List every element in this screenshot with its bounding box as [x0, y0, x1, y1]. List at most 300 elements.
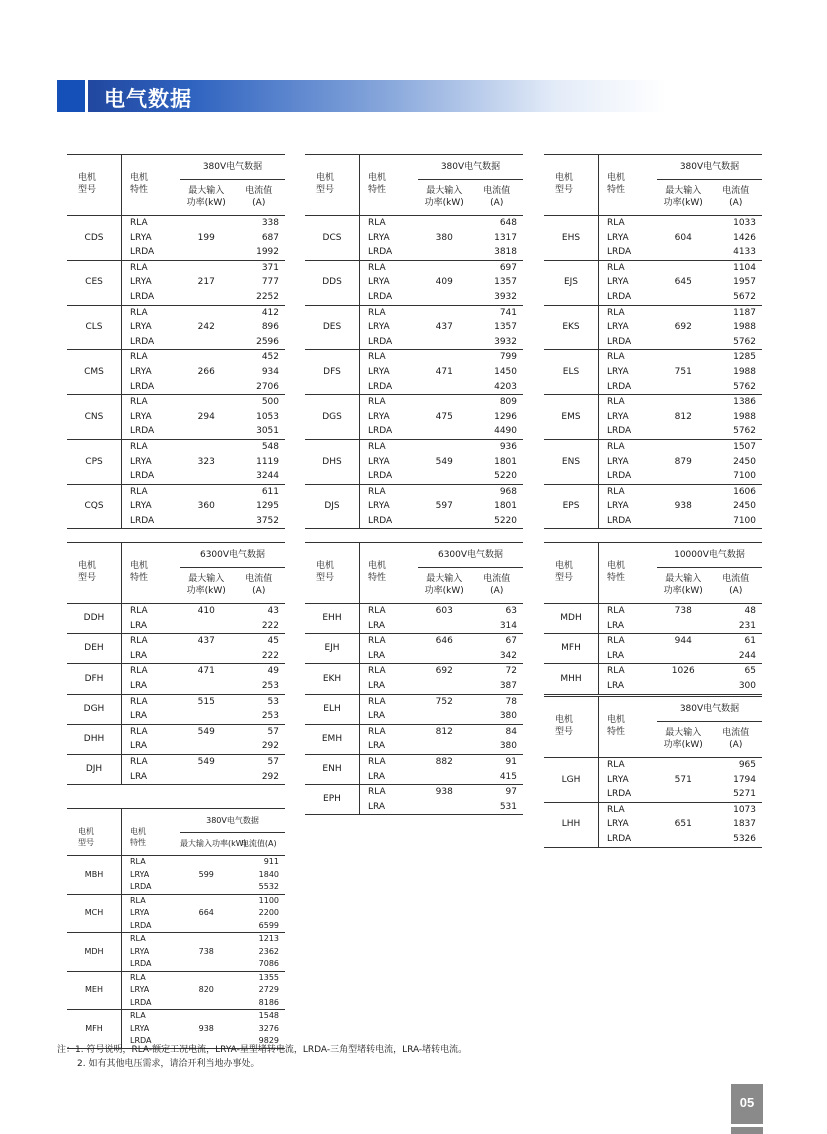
motor-model: CLS — [67, 305, 122, 350]
max-input-power — [657, 260, 710, 275]
current-value: 292 — [261, 771, 279, 782]
motor-model: DGH — [67, 694, 122, 724]
max-input-power — [418, 514, 471, 529]
header-row — [544, 543, 762, 568]
max-input-power — [418, 216, 471, 231]
motor-characteristic: LRYA — [130, 501, 152, 512]
motor-characteristic: RLA — [360, 664, 419, 679]
current-value: 67 — [471, 634, 524, 649]
header-motor-model-line: 型号 — [78, 838, 94, 847]
motor-characteristic: LRDA — [368, 426, 393, 437]
motor-characteristic: LRDA — [130, 381, 155, 392]
header-motor-characteristic-line: 电机 — [368, 561, 387, 571]
motor-model: DDS — [305, 260, 360, 305]
motor-characteristic: RLA — [360, 754, 419, 769]
current-value: 911 — [233, 856, 286, 869]
header-row — [544, 697, 762, 722]
motor-characteristic: RLA — [360, 260, 419, 275]
table-row — [67, 754, 285, 769]
motor-model: EPS — [544, 484, 599, 528]
max-input-power: 549 — [435, 456, 453, 467]
max-input-power — [418, 770, 471, 785]
header-max-input-power-line: 最大输入 — [426, 574, 463, 584]
header-max-input-power-line: 功率(kW) — [424, 586, 464, 596]
motor-model: EKS — [544, 305, 599, 350]
table-row — [544, 758, 762, 773]
max-input-power: 1026 — [657, 664, 710, 679]
current-value: 1957 — [733, 277, 756, 288]
motor-model: DHH — [67, 724, 122, 754]
current-value: 799 — [471, 350, 524, 365]
max-input-power — [657, 787, 710, 802]
motor-characteristic: RLA — [360, 395, 419, 410]
max-input-power: 645 — [674, 277, 692, 288]
motor-characteristic: LRDA — [607, 515, 632, 526]
max-input-power — [657, 424, 710, 439]
motor-model: CES — [67, 260, 122, 305]
table-row — [305, 216, 523, 231]
table-row — [67, 350, 285, 365]
current-value: 6599 — [258, 920, 279, 930]
header-row — [305, 155, 523, 180]
data-table — [67, 543, 285, 784]
motor-characteristic: RLA — [122, 1010, 181, 1023]
motor-characteristic: LRA — [368, 620, 386, 631]
current-value: 4490 — [494, 426, 517, 437]
electrical-table-10000v-m-series — [544, 542, 762, 695]
table-row — [544, 305, 762, 320]
table-row — [67, 724, 285, 739]
table-row — [544, 484, 762, 499]
header-current-value-line: 电流值 — [722, 574, 750, 584]
motor-characteristic: LRYA — [607, 366, 629, 377]
motor-characteristic: LRDA — [130, 882, 152, 891]
max-input-power — [657, 619, 710, 634]
motor-characteristic: RLA — [360, 604, 419, 619]
note-line-2: 2. 如有其他电压需求，请洽开利当地办事处。 — [77, 1059, 260, 1069]
data-table — [544, 697, 762, 847]
motor-characteristic: RLA — [122, 634, 181, 649]
current-value: 687 — [261, 232, 279, 243]
max-input-power: 410 — [180, 604, 233, 619]
current-value: 253 — [261, 680, 279, 691]
header-current-value-line: 电流值 — [483, 186, 511, 196]
motor-characteristic: RLA — [122, 724, 181, 739]
table-row — [67, 1010, 285, 1023]
max-input-power: 944 — [657, 634, 710, 649]
current-value: 65 — [710, 664, 763, 679]
motor-characteristic: LRA — [368, 771, 386, 782]
max-input-power — [418, 484, 471, 499]
header-current-value-line: (A) — [729, 586, 743, 596]
motor-characteristic: LRDA — [130, 247, 155, 258]
header-max-input-power — [657, 568, 710, 604]
motor-characteristic: LRYA — [368, 277, 390, 288]
header-motor-model — [67, 543, 122, 604]
motor-characteristic: LRYA — [368, 456, 390, 467]
header-current-value-line: (A) — [252, 586, 266, 596]
header-max-input-power — [657, 180, 710, 216]
motor-characteristic: LRDA — [130, 920, 152, 930]
motor-characteristic: LRYA — [368, 411, 390, 422]
max-input-power — [180, 958, 233, 971]
motor-characteristic: RLA — [599, 664, 658, 679]
table-row — [544, 350, 762, 365]
max-input-power — [418, 709, 471, 724]
motor-characteristic: LRDA — [368, 515, 393, 526]
header-max-input-power — [180, 180, 233, 216]
current-value: 936 — [471, 439, 524, 454]
current-value: 1992 — [256, 247, 279, 258]
max-input-power: 217 — [197, 277, 215, 288]
max-input-power: 938 — [418, 785, 471, 800]
table-row — [544, 260, 762, 275]
motor-characteristic: RLA — [122, 894, 181, 907]
current-value: 1357 — [494, 277, 517, 288]
max-input-power — [180, 424, 233, 439]
max-input-power — [418, 350, 471, 365]
header-current-value — [233, 180, 286, 216]
header-max-input-power-line: 功率(kW) — [663, 740, 703, 750]
max-input-power: 604 — [674, 232, 692, 243]
motor-model: EJH — [305, 634, 360, 664]
motor-characteristic: LRDA — [130, 426, 155, 437]
header-current-value-line: 电流值 — [722, 186, 750, 196]
motor-characteristic: RLA — [122, 395, 181, 410]
header-current-value-line: 电流值 — [483, 574, 511, 584]
max-input-power — [418, 245, 471, 260]
header-motor-characteristic-line: 特性 — [368, 185, 387, 195]
max-input-power — [180, 894, 233, 907]
data-table — [305, 155, 523, 528]
header-motor-characteristic — [599, 155, 658, 216]
motor-characteristic: RLA — [599, 604, 658, 619]
current-value: 1606 — [710, 484, 763, 499]
header-current-value-line: (A) — [490, 198, 504, 208]
current-value: 8186 — [258, 997, 279, 1007]
header-voltage-title: 10000V电气数据 — [657, 543, 762, 568]
current-value: 2252 — [256, 291, 279, 302]
current-value: 1033 — [710, 216, 763, 231]
current-value: 697 — [471, 260, 524, 275]
current-value: 2450 — [733, 456, 756, 467]
header-motor-characteristic-line: 特性 — [607, 185, 626, 195]
current-value: 648 — [471, 216, 524, 231]
motor-characteristic: LRDA — [607, 247, 632, 258]
current-value: 3818 — [494, 247, 517, 258]
max-input-power — [180, 933, 233, 946]
current-value: 244 — [738, 650, 756, 661]
motor-model: DGS — [305, 395, 360, 440]
header-max-input-power-line: 功率(kW) — [186, 198, 226, 208]
header-max-input-power-line: 最大输入 — [665, 728, 702, 738]
header-current-value-line: 电流值 — [245, 574, 273, 584]
header-motor-characteristic-line: 特性 — [130, 185, 149, 195]
motor-characteristic: RLA — [122, 484, 181, 499]
current-value: 412 — [233, 305, 286, 320]
current-value: 1317 — [494, 232, 517, 243]
current-value: 1357 — [494, 322, 517, 333]
header-motor-model-line: 电机 — [555, 173, 574, 183]
current-value: 1988 — [733, 366, 756, 377]
header-motor-characteristic — [599, 543, 658, 604]
current-value: 3752 — [256, 515, 279, 526]
max-input-power: 471 — [435, 366, 453, 377]
motor-characteristic: LRDA — [607, 789, 632, 800]
header-motor-model-line: 电机 — [78, 173, 97, 183]
header-max-input-power-line: 最大输入 — [665, 186, 702, 196]
page-title: 电气数据 — [104, 87, 192, 111]
motor-characteristic: LRYA — [130, 456, 152, 467]
motor-characteristic: LRDA — [368, 381, 393, 392]
current-value: 292 — [261, 741, 279, 752]
motor-characteristic: RLA — [599, 439, 658, 454]
current-value: 45 — [233, 634, 286, 649]
motor-model: MFH — [67, 1010, 122, 1048]
current-value: 61 — [710, 634, 763, 649]
motor-model: EMH — [305, 724, 360, 754]
table-row — [305, 484, 523, 499]
header-motor-characteristic-line: 特性 — [368, 573, 387, 583]
max-input-power — [657, 514, 710, 529]
motor-characteristic: RLA — [122, 604, 181, 619]
current-value: 4203 — [494, 381, 517, 392]
max-input-power — [418, 619, 471, 634]
header-voltage-title: 380V电气数据 — [180, 155, 285, 180]
motor-characteristic: RLA — [599, 484, 658, 499]
motor-characteristic: LRDA — [130, 515, 155, 526]
table-row — [67, 305, 285, 320]
motor-model: CMS — [67, 350, 122, 395]
header-motor-characteristic — [122, 155, 181, 216]
motor-model: EKH — [305, 664, 360, 694]
current-value: 9829 — [258, 1036, 279, 1045]
motor-characteristic: LRA — [130, 650, 148, 661]
max-input-power: 812 — [674, 411, 692, 422]
max-input-power: 360 — [197, 501, 215, 512]
current-value: 3932 — [494, 336, 517, 347]
current-value: 222 — [261, 620, 279, 631]
header-max-input-power — [180, 833, 247, 856]
motor-characteristic: LRYA — [607, 322, 629, 333]
motor-model: CQS — [67, 484, 122, 528]
motor-characteristic: LRYA — [368, 501, 390, 512]
motor-characteristic: LRDA — [130, 997, 152, 1007]
motor-characteristic: LRYA — [130, 322, 152, 333]
max-input-power — [180, 619, 233, 634]
max-input-power — [180, 350, 233, 365]
motor-characteristic: RLA — [122, 856, 181, 869]
motor-characteristic: LRA — [130, 620, 148, 631]
current-value: 5762 — [733, 426, 756, 437]
max-input-power — [418, 380, 471, 395]
data-table — [544, 155, 762, 528]
max-input-power: 812 — [418, 724, 471, 739]
current-value: 7100 — [733, 471, 756, 482]
table-row — [305, 634, 523, 649]
electrical-table-380v-c-series — [67, 154, 285, 529]
header-motor-model — [305, 155, 360, 216]
header-motor-characteristic-line: 电机 — [130, 173, 149, 183]
header-current-value — [233, 568, 286, 604]
max-input-power — [657, 350, 710, 365]
current-value: 777 — [261, 277, 279, 288]
motor-characteristic: RLA — [122, 439, 181, 454]
motor-characteristic: LRDA — [130, 959, 152, 968]
motor-characteristic: LRYA — [130, 232, 152, 243]
current-value: 1296 — [494, 411, 517, 422]
current-value: 2200 — [258, 908, 279, 917]
motor-characteristic: LRA — [368, 741, 386, 752]
motor-characteristic: LRYA — [368, 366, 390, 377]
current-value: 3276 — [258, 1023, 279, 1033]
max-input-power — [180, 245, 233, 260]
header-current-value — [710, 568, 763, 604]
header-motor-characteristic-line: 电机 — [607, 715, 626, 725]
current-value: 63 — [471, 604, 524, 619]
table-row — [67, 933, 285, 946]
max-input-power — [180, 709, 233, 724]
header-motor-model-line: 型号 — [316, 185, 335, 195]
current-value: 809 — [471, 395, 524, 410]
max-input-power — [180, 679, 233, 694]
max-input-power — [418, 439, 471, 454]
header-max-input-power-line: 功率(kW) — [186, 586, 226, 596]
current-value: 53 — [233, 694, 286, 709]
max-input-power — [657, 758, 710, 773]
electrical-table-380v-d-series — [305, 154, 523, 529]
max-input-power: 199 — [197, 232, 215, 243]
header-max-input-power — [180, 568, 233, 604]
motor-model: ELS — [544, 350, 599, 395]
motor-model: MHH — [544, 664, 599, 694]
header-motor-characteristic — [360, 543, 419, 604]
motor-characteristic: LRA — [607, 680, 625, 691]
max-input-power — [657, 380, 710, 395]
table-row — [67, 395, 285, 410]
current-value: 965 — [710, 758, 763, 773]
max-input-power: 751 — [674, 366, 692, 377]
title-banner-block — [57, 80, 88, 112]
header-motor-characteristic — [122, 543, 181, 604]
header-current-value-line: (A) — [729, 198, 743, 208]
motor-characteristic: RLA — [599, 350, 658, 365]
current-value: 57 — [233, 724, 286, 739]
max-input-power — [418, 649, 471, 664]
max-input-power — [657, 649, 710, 664]
motor-characteristic: LRDA — [368, 336, 393, 347]
max-input-power: 651 — [674, 819, 692, 830]
motor-characteristic: LRYA — [607, 774, 629, 785]
max-input-power: 242 — [197, 322, 215, 333]
max-input-power — [418, 424, 471, 439]
max-input-power — [418, 290, 471, 305]
max-input-power — [180, 260, 233, 275]
motor-characteristic: RLA — [122, 933, 181, 946]
max-input-power — [180, 469, 233, 484]
current-value: 548 — [233, 439, 286, 454]
current-value: 1988 — [733, 411, 756, 422]
header-max-input-power-line: 最大输入 — [188, 186, 225, 196]
header-row — [544, 155, 762, 180]
header-motor-characteristic-line: 电机 — [130, 561, 149, 571]
motor-model: ENH — [305, 754, 360, 784]
current-value: 231 — [738, 620, 756, 631]
max-input-power — [657, 484, 710, 499]
max-input-power: 323 — [197, 456, 215, 467]
table-row — [544, 802, 762, 817]
header-motor-characteristic-line: 电机 — [607, 173, 626, 183]
header-voltage-title: 380V电气数据 — [180, 809, 285, 833]
max-input-power — [180, 971, 233, 984]
table-row — [67, 856, 285, 869]
max-input-power — [180, 739, 233, 754]
header-motor-model — [544, 155, 599, 216]
max-input-power — [657, 469, 710, 484]
max-input-power: 820 — [198, 985, 214, 994]
header-motor-characteristic-line: 特性 — [607, 573, 626, 583]
header-motor-model — [544, 697, 599, 758]
motor-characteristic: LRYA — [607, 277, 629, 288]
motor-characteristic: RLA — [122, 216, 181, 231]
current-value: 7086 — [258, 959, 279, 968]
motor-model: DES — [305, 305, 360, 350]
motor-characteristic: LRA — [368, 650, 386, 661]
current-value: 300 — [738, 680, 756, 691]
current-value: 43 — [233, 604, 286, 619]
header-motor-model-line: 型号 — [555, 727, 574, 737]
max-input-power — [418, 305, 471, 320]
motor-characteristic: LRDA — [368, 247, 393, 258]
max-input-power: 571 — [674, 774, 692, 785]
motor-characteristic: LRA — [368, 801, 386, 812]
current-value: 84 — [471, 724, 524, 739]
max-input-power: 646 — [418, 634, 471, 649]
table-row — [67, 484, 285, 499]
current-value: 531 — [499, 801, 517, 812]
motor-model: EPH — [305, 785, 360, 815]
electrical-table-380v-m-series — [67, 808, 285, 1049]
motor-model: MCH — [67, 894, 122, 933]
table-row — [67, 894, 285, 907]
motor-characteristic: LRDA — [368, 471, 393, 482]
current-value: 222 — [261, 650, 279, 661]
max-input-power: 597 — [435, 501, 453, 512]
header-motor-model-line: 型号 — [316, 573, 335, 583]
motor-characteristic: RLA — [599, 216, 658, 231]
max-input-power — [180, 484, 233, 499]
max-input-power: 471 — [180, 664, 233, 679]
motor-characteristic: LRA — [130, 771, 148, 782]
table-row — [544, 634, 762, 649]
current-value: 1073 — [710, 802, 763, 817]
motor-model: DCS — [305, 216, 360, 261]
table-row — [67, 694, 285, 709]
header-motor-model-line: 型号 — [555, 573, 574, 583]
motor-characteristic: RLA — [360, 350, 419, 365]
motor-characteristic: RLA — [360, 216, 419, 231]
current-value: 1213 — [233, 933, 286, 946]
motor-characteristic: LRYA — [607, 456, 629, 467]
current-value: 7100 — [733, 515, 756, 526]
header-voltage-title: 6300V电气数据 — [180, 543, 285, 568]
data-table — [544, 543, 762, 694]
max-input-power: 549 — [180, 724, 233, 739]
header-motor-characteristic-line: 电机 — [607, 561, 626, 571]
table-row — [67, 634, 285, 649]
max-input-power — [180, 380, 233, 395]
notes — [57, 1043, 467, 1071]
